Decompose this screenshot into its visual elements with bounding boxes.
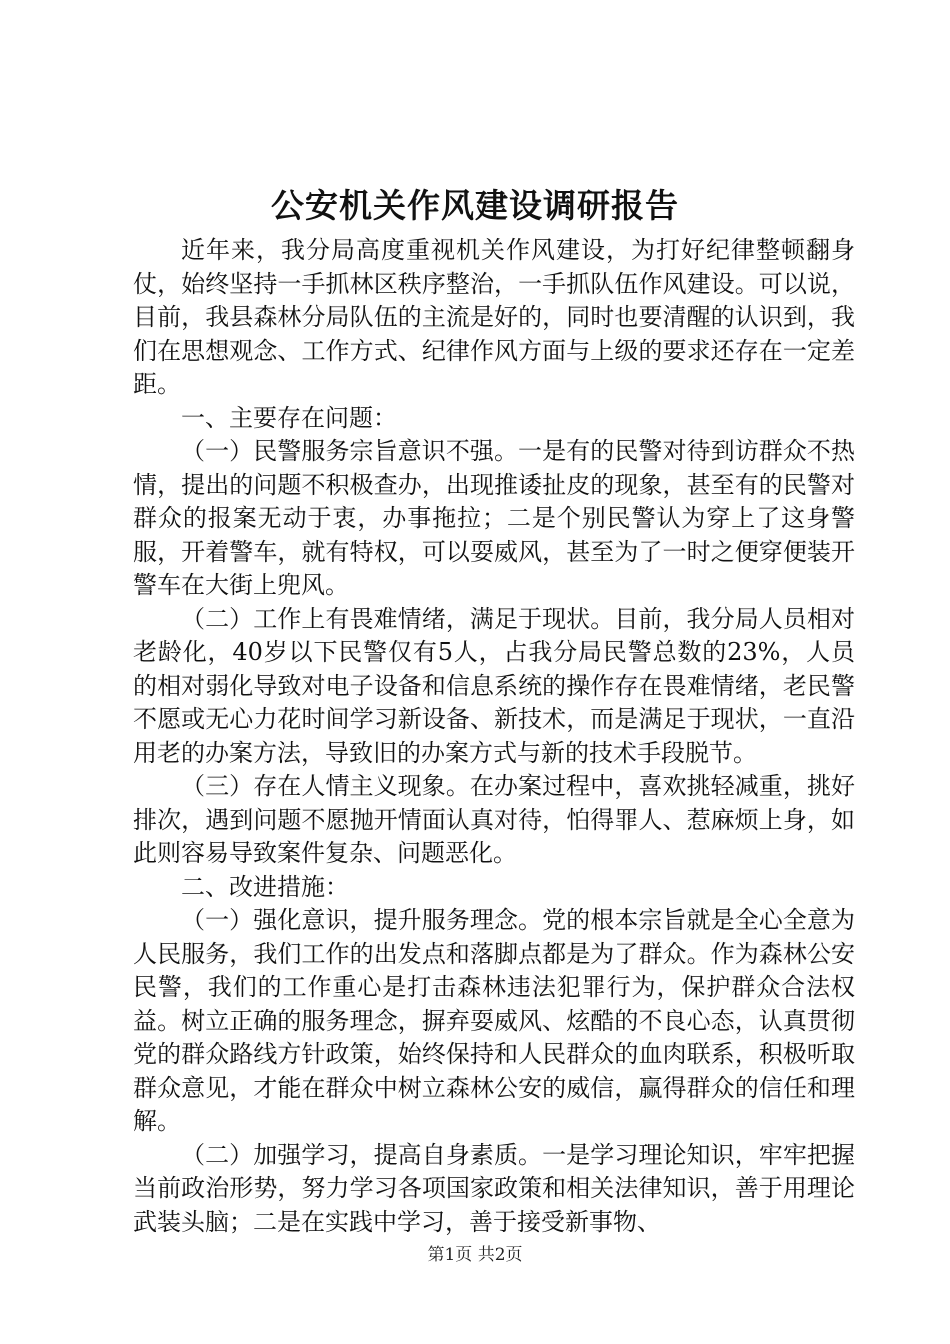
measure-paragraph-2: （二）加强学习，提高自身素质。一是学习理论知识，牢牢把握当前政治形势，努力学习各项国家政策和相关法律知识，善于用理论武装头脑；二是在实践中学习，善于接受新事物、 [133, 1140, 855, 1236]
intro-paragraph: 近年来，我分局高度重视机关作风建设，为打好纪律整顿翻身仗，始终坚持一手抓林区秩序整治，一手抓队伍作风建设。可以说，目前，我县森林分局队伍的主流是好的，同时也要清醒的认识到，我们在思想观念、工作方式、纪律作风方面与上级的要求还存在一定差距。 [133, 236, 855, 398]
problem-paragraph-1: （一）民警服务宗旨意识不强。一是有的民警对待到访群众不热情，提出的问题不积极查办，出现推诿扯皮的现象，甚至有的民警对群众的报案无动于衷，办事拖拉；二是个别民警认为穿上了这身警服，开着警车，就有特权，可以耍威风，甚至为了一时之便穿便装开警车在大街上兜风。 [133, 437, 855, 599]
document-body [133, 234, 855, 1239]
section-heading-problems: 一、主要存在问题： [181, 403, 397, 432]
measure-paragraph-1: （一）强化意识，提升服务理念。党的根本宗旨就是全心全意为人民服务，我们工作的出发点和落脚点都是为了群众。作为森林公安民警，我们的工作重心是打击森林违法犯罪行为，保护群众合法权益。树立正确的服务理念，摒弃耍威风、炫酷的不良心态，认真贯彻党的群众路线方针政策，始终保持和人民群众的血肉联系，积极听取群众意见，才能在群众中树立森林公安的威信，赢得群众的信任和理解。 [133, 906, 855, 1135]
problem-paragraph-3: （三）存在人情主义现象。在办案过程中，喜欢挑轻减重，挑好排次，遇到问题不愿抛开情面认真对待，怕得罪人、惹麻烦上身，如此则容易导致案件复杂、问题恶化。 [133, 772, 855, 867]
section-heading-measures: 二、改进措施： [181, 872, 349, 901]
page-total: 共2页 [477, 1245, 523, 1265]
page-number: 第1页 [427, 1245, 473, 1265]
problem-paragraph-2: （二）工作上有畏难情绪，满足于现状。目前，我分局人员相对老龄化，40岁以下民警仅有5人，占我分局民警总数的23%，人员的相对弱化导致对电子设备和信息系统的操作存在畏难情绪，老民警不愿或无心力花时间学习新设备、新技术，而是满足于现状，一直沿用老的办案方法，导致旧的办案方式与新的技术手段脱节。 [133, 604, 855, 767]
document-title: 公安机关作风建设调研报告 [271, 186, 679, 225]
page-footer [0, 1243, 950, 1267]
